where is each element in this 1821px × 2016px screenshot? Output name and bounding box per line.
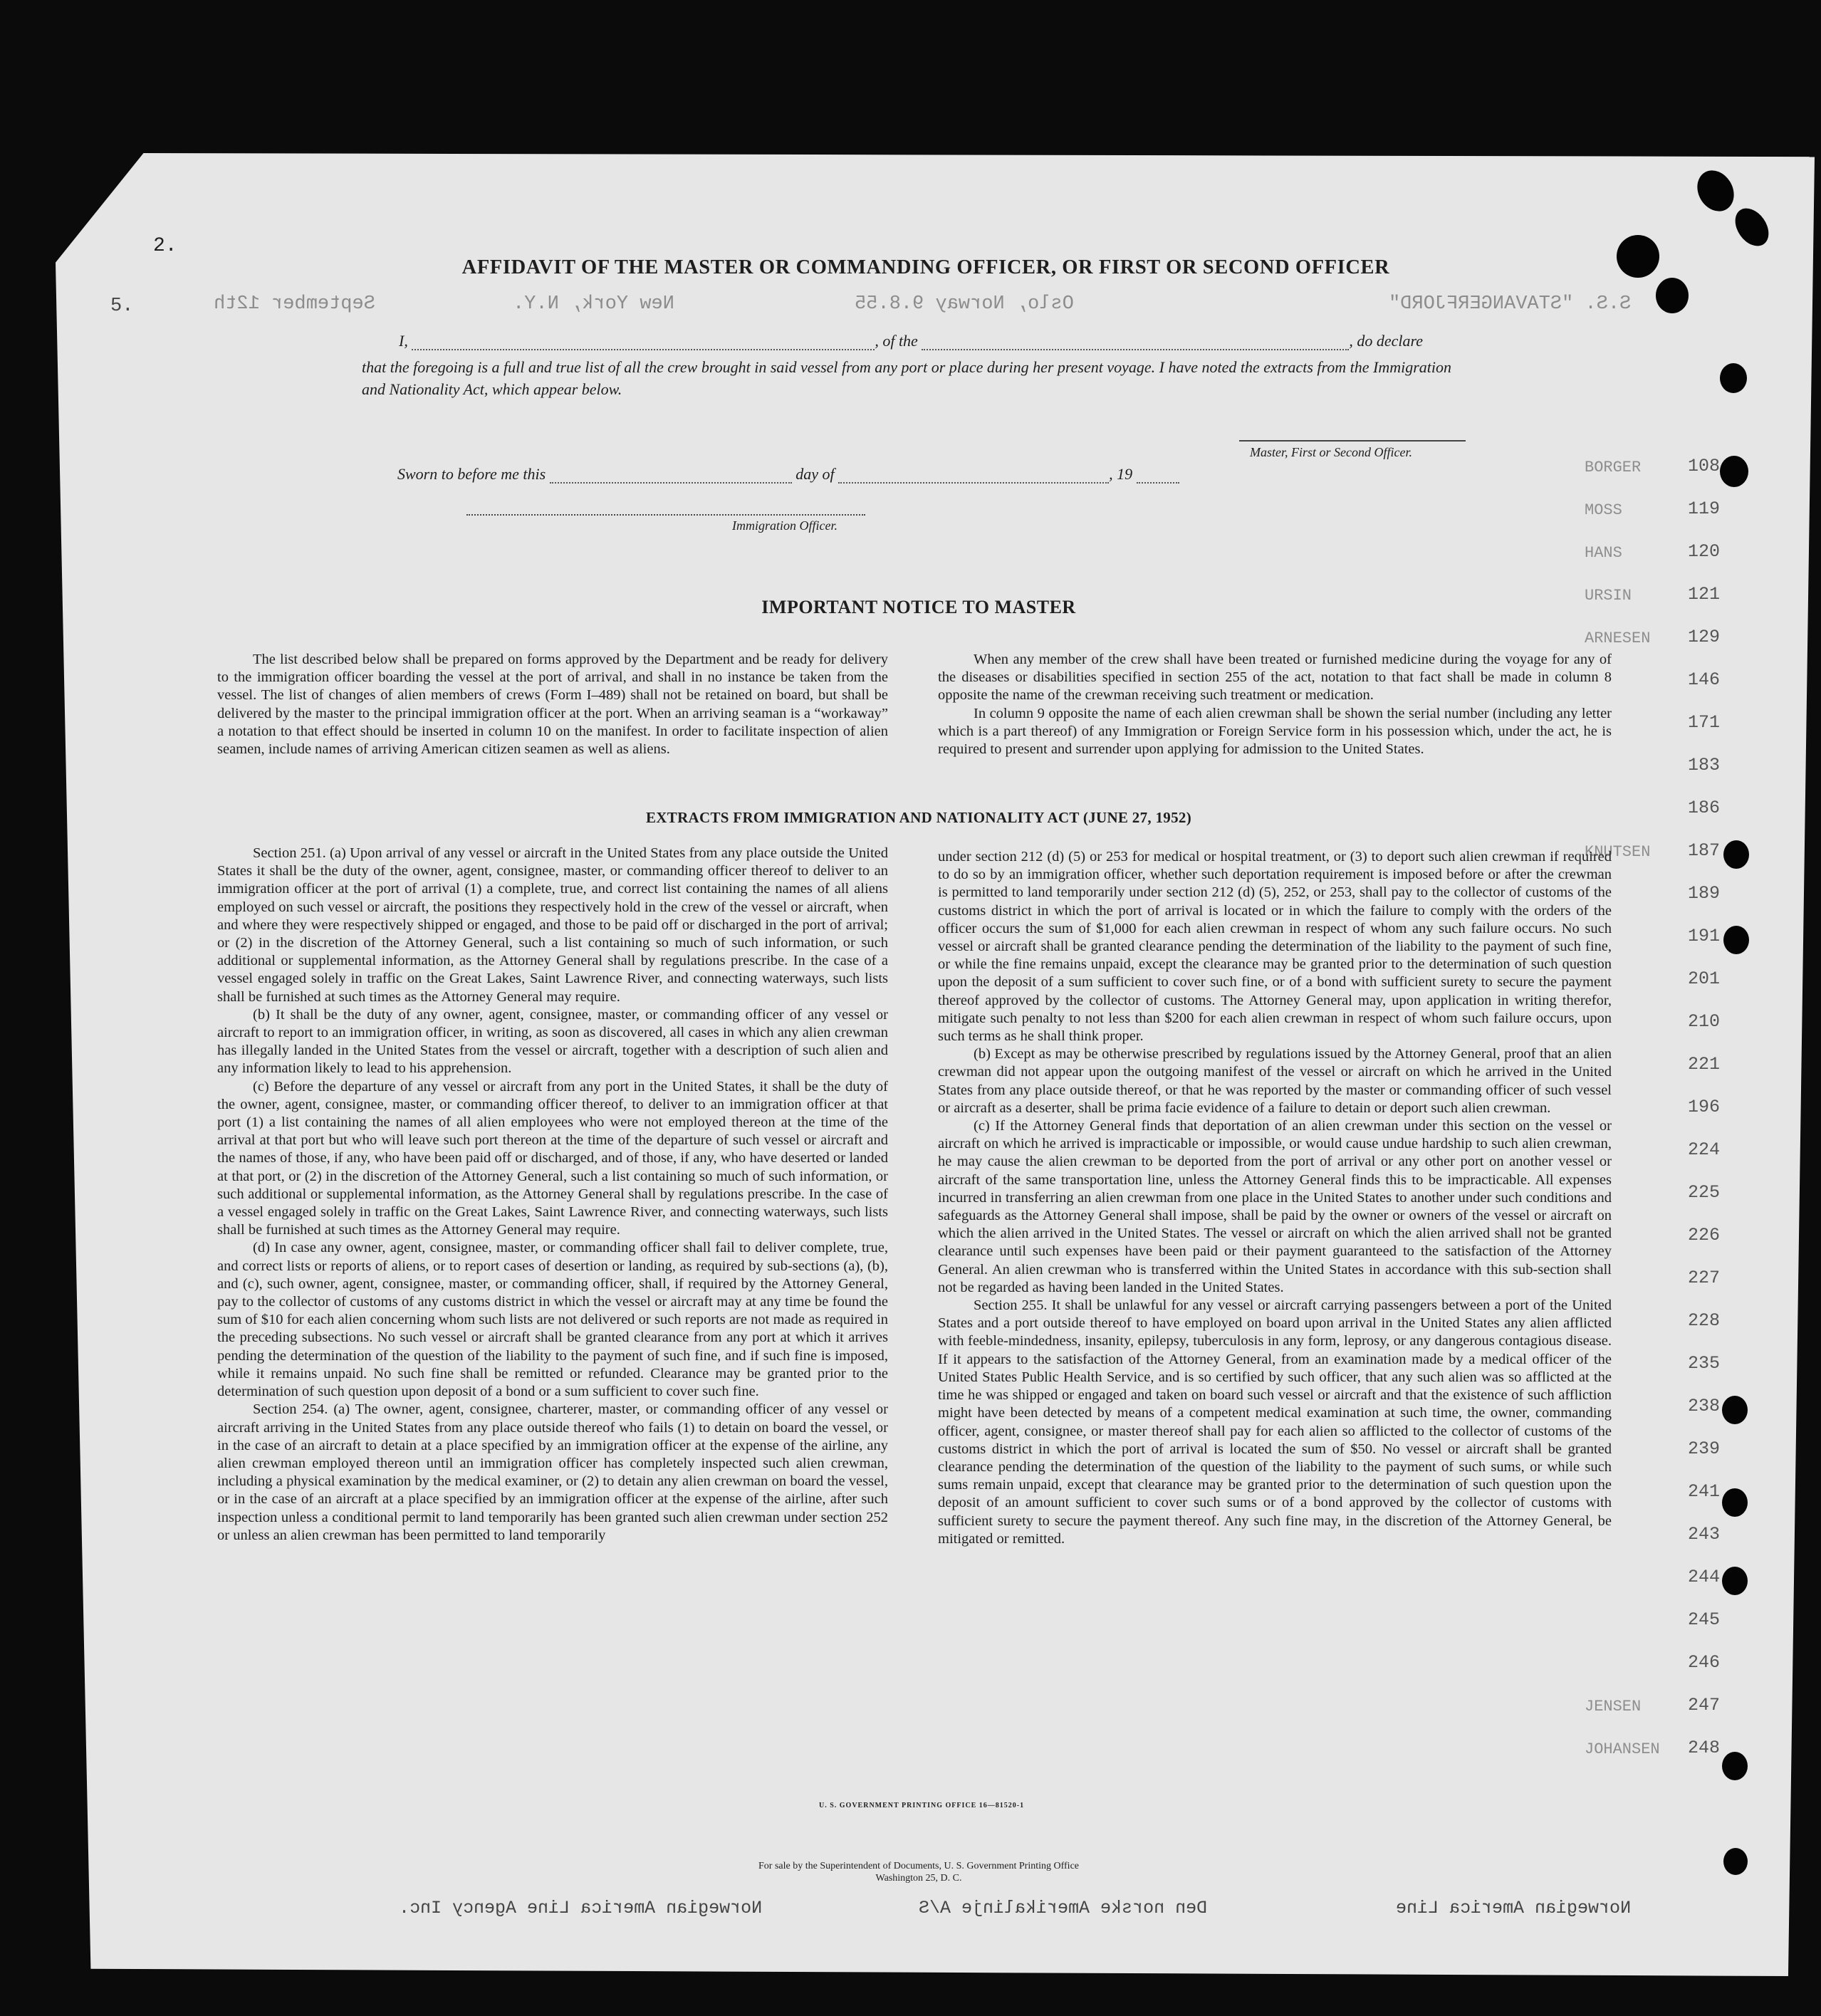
bleed-row-number: 226 bbox=[1688, 1225, 1721, 1245]
bleed-row-number: 108 bbox=[1688, 456, 1721, 476]
bleed-row-number: 186 bbox=[1688, 798, 1721, 818]
bleed-row-number: 241 bbox=[1688, 1481, 1721, 1502]
binding-hole bbox=[1723, 926, 1749, 954]
binding-hole bbox=[1720, 363, 1747, 393]
sworn-label: Sworn to before me this bbox=[397, 465, 546, 483]
binding-hole bbox=[1656, 278, 1689, 313]
notice-title: IMPORTANT NOTICE TO MASTER bbox=[761, 597, 1076, 617]
bleed-row-number: 227 bbox=[1688, 1268, 1721, 1288]
bleed-row-name: MOSS bbox=[1585, 501, 1622, 519]
sworn-month-blank[interactable] bbox=[838, 469, 1109, 484]
notice-right-paragraph: When any member of the crew shall have been treated or furnished medicine during the voyage for any of the diseases or disabilities specified in section 255 of the act, notation to that fact shall be made in column 8 opposite the name of the crewman receiving such treatment or medication. bbox=[938, 652, 1612, 704]
bleed-row-number: 196 bbox=[1688, 1097, 1721, 1117]
extract-paragraph: (d) In case any owner, agent, consignee, master, or commanding officer shall fail to deliver complete, true, and correct lists or reports of aliens, or to report cases of desertion or landing, as required by sub-sections (a), (b), and (c), such owner, agent, consignee, master, or commanding officer, shall, if required by the Attorney General, pay to the collector of customs of any customs district in which the vessel or aircraft may at any time be found the sum of $10 for each alien concerning whom such lists are not delivered or such reports are not made as required in the preceding subsections. No such vessel or aircraft shall be granted clearance from any port at which it arrives pending the determination of the question of the liability to the payment of such fine, and if such fine is imposed, while it remains unpaid. No such fine shall be remitted or refunded. Clearance may be granted prior to the determination of such question upon deposit of a bond or a sum sufficient to cover such fine. bbox=[217, 1240, 888, 1400]
bleed-row-number: 221 bbox=[1688, 1054, 1721, 1075]
bleed-date: September 12th bbox=[214, 293, 375, 315]
bleed-row-number: 235 bbox=[1688, 1353, 1721, 1374]
year-label: , 19 bbox=[1109, 465, 1133, 483]
binding-hole bbox=[1722, 1488, 1748, 1517]
extract-paragraph: (b) It shall be the duty of any owner, agent, consignee, master, or commanding officer of any vessel or aircraft to report to an immigration officer, in writing, as soon as discovered, all cases in which any alien crewman has illegally landed in the United States from the vessel or aircraft, together with a description of such alien and any information likely to lead to his apprehension. bbox=[217, 1006, 888, 1077]
bleed-row-name: JOHANSEN bbox=[1585, 1740, 1660, 1758]
extract-paragraph: (b) Except as may be otherwise prescribed by regulations issued by the Attorney General, proof that an alien crewman did not appear upon the outgoing manifest of the vessel or aircraft on which he arrived in the United States from any place outside thereof, or that he was reported by the master or commanding officer of such vessel or aircraft as a deserter, shall be prima facie evidence of a failure to detain or deport such alien crewman. bbox=[938, 1046, 1612, 1116]
gpo-imprint: U. S. GOVERNMENT PRINTING OFFICE 16—81520-1 bbox=[819, 1802, 1025, 1809]
footer-line-2: Washington 25, D. C. bbox=[875, 1873, 962, 1884]
extract-paragraph: (c) Before the departure of any vessel or aircraft from any port in the United States, it shall be the duty of the owner, agent, consignee, master, or commanding officer thereof, to deliver to an immigration officer at that port (1) a list containing the names of all alien employees who were not employed thereon at the time of the arrival at that port but who will leave such port thereon at the time of the departure of such vessel or aircraft and the names of those, if any, who have been paid off or discharged, and of those, if any, who have deserted or landed at that port, or (2) in the discretion of the Attorney General, such a list containing so much of such information, or such additional or supplemental information, as the Attorney General shall by regulations prescribe. In the case of a vessel engaged solely in traffic on the Great Lakes, Saint Lawrence River, and connecting waterways, such lists shall be furnished at such times as the Attorney General may require. bbox=[217, 1078, 888, 1238]
sworn-day-blank[interactable] bbox=[550, 469, 792, 484]
bleed-row-number: 210 bbox=[1688, 1011, 1721, 1032]
bleed-row-number: 171 bbox=[1688, 712, 1721, 733]
page-number: 2. bbox=[153, 235, 177, 257]
extract-paragraph: under section 212 (d) (5) or 253 for medical or hospital treatment, or (3) to deport such alien crewman if required to do so by an immigration officer, whether such deportation requirement is imposed before or after the crewman is permitted to land temporarily under section 212 (d) (5), 252, or 253, shall pay to the collector of customs of the customs district in which the port of arrival is located or in which the failure to comply with the orders of the officer occurs the sum of $1,000 for each alien crewman in respect of whom any such failure occurs. No such vessel or aircraft shall be granted clearance pending the determination of the liability to the payment of such fine, or while the fine remains unpaid, except the clearance may be granted prior to the determination of such question upon the deposit of a sum sufficient to cover such fine, or of a bond with sufficient surety to secure the payment thereof approved by the collector of customs. The Attorney General may, upon application in writing therefor, mitigate such penalty to not less than $200 for each alien crewman in respect of whom such failure occurs, upon such terms as he shall think proper. bbox=[938, 849, 1612, 1045]
bleed-agent-center: Den norske Amerikalinje A/S bbox=[919, 1898, 1208, 1918]
bleed-row-number: 146 bbox=[1688, 669, 1721, 690]
bleed-row-name: KNUTSEN bbox=[1585, 843, 1651, 861]
bleed-row-number: 201 bbox=[1688, 968, 1721, 989]
bleed-row-number: 246 bbox=[1688, 1652, 1721, 1673]
bleed-row-number: 183 bbox=[1688, 755, 1721, 775]
extracts-right-column bbox=[938, 848, 1612, 1548]
extract-paragraph: Section 255. It shall be unlawful for any vessel or aircraft carrying passengers between a port of the United States and a port outside thereof to have employed on board upon arrival in the United States any alien afflicted with feeble-mindedness, insanity, epilepsy, tuberculosis in any form, leprosy, or any dangerous contagious disease. If it appears to the satisfaction of the Attorney General, from an examination made by a medical officer of the United States Public Health Service, and is so certified by such officer, that any such alien was so afflicted at the time he was shipped or engaged and taken on board such vessel or aircraft and that the existence of such affliction might have been detected by means of a competent medical examination at such time, the owner, commanding officer, agent, consignee, or master thereof shall pay for each alien so afflicted to the collector of customs of the customs district in which the port of arrival is located the sum of $50. No vessel or aircraft shall be granted clearance pending the determination of the question of the liability to the payment of such sums, or while such sums remain unpaid, except that clearance may be granted prior to the determination of such question upon the deposit of an amount sufficient to cover such sums or of a bond approved by the collector of customs with sufficient surety to secure the payment thereof. Any such fine may, in the discretion of the Attorney General, be mitigated or remitted. bbox=[938, 1297, 1612, 1547]
bleed-row-number: 119 bbox=[1688, 498, 1721, 519]
bleed-row-number: 187 bbox=[1688, 840, 1721, 861]
vessel-blank[interactable] bbox=[922, 336, 1349, 350]
extracts-left-column bbox=[217, 845, 888, 1545]
sworn-year-blank[interactable] bbox=[1137, 469, 1179, 484]
bleed-row-number: 239 bbox=[1688, 1438, 1721, 1459]
master-label: Master, First or Second Officer. bbox=[1250, 445, 1412, 459]
day-of-label: day of bbox=[795, 465, 835, 483]
master-signature-line[interactable] bbox=[1239, 440, 1466, 442]
bleed-agent-right: Norwegian America Line bbox=[1396, 1898, 1632, 1918]
notice-right-paragraph: In column 9 opposite the name of each alien crewman shall be shown the serial number (including any letter which is a part thereof) of any Immigration or Foreign Service form in his possession which, under the act, he is required to present and surrender upon applying for admission to the United States. bbox=[938, 705, 1612, 758]
extract-paragraph: (c) If the Attorney General finds that deportation of an alien crewman under this section on the vessel or aircraft on which he arrived is impracticable or impossible, or would cause undue hardship to such alien crewman, he may cause the alien crewman to be deported from the port of arrival or any other port on another vessel or aircraft of the same transportation line, unless the Attorney General finds this to be impracticable. All expenses incurred in transferring an alien crewman from one place in the United States to another under such conditions and safeguards as the Attorney General shall impose, shall be paid by the owner or owners of the vessel or aircraft on which the alien arrived in the United States. The vessel or aircraft on which the alien arrived shall not be granted clearance until such expenses have been paid or their payment guaranteed to the satisfaction of the Attorney General. An alien crewman who is transferred within the United States in accordance with this sub-section shall not be regarded as having been landed in the United States. bbox=[938, 1118, 1612, 1295]
i-label: I, bbox=[399, 332, 408, 350]
bleed-row-number: 225 bbox=[1688, 1182, 1721, 1203]
bleed-agent-left: Norwegian America Line Agency Inc. bbox=[399, 1898, 763, 1918]
bleed-row-name: JENSEN bbox=[1585, 1698, 1642, 1715]
bleed-origin: Oslo, Norway 9.8.55 bbox=[855, 293, 1074, 315]
bleed-row-number: 228 bbox=[1688, 1310, 1721, 1331]
affidavit-declaration-line bbox=[399, 332, 1423, 350]
bleed-row-name: HANS bbox=[1585, 544, 1622, 562]
binding-hole bbox=[1722, 1752, 1748, 1780]
bleed-row-number: 120 bbox=[1688, 541, 1721, 562]
binding-hole bbox=[1723, 840, 1749, 869]
affidavit-body: that the foregoing is a full and true list of all the crew brought in said vessel from any port or place during her present voyage. I have noted the extracts from the Immigration and Nationality Act, which appear below. bbox=[362, 358, 1452, 398]
extracts-title: EXTRACTS FROM IMMIGRATION AND NATIONALITY ACT (JUNE 27, 1952) bbox=[646, 809, 1191, 826]
bleed-row-name: BORGER bbox=[1585, 459, 1642, 476]
binding-hole bbox=[1720, 456, 1748, 487]
extract-paragraph: Section 254. (a) The owner, agent, consignee, charterer, master, or commanding officer of any vessel or aircraft arriving in the United States from any place outside thereof who fails (1) to detain on board the vessel, or in the case of an aircraft to detain at a place specified by an immigration officer at the expense of the airline, any alien crewman employed thereon until an immigration officer has completely inspected such alien crewman, including a physical examination by the medical examiner, or (2) to detain any alien crewman on board the vessel, or in the case of an aircraft at a place specified by an immigration officer at the expense of the airline, after such inspection unless a conditional permit to land temporarily has been granted such alien crewman under section 252 or unless an alien crewman has been permitted to land temporarily bbox=[217, 1401, 888, 1543]
binding-hole bbox=[1722, 1567, 1748, 1595]
bleed-row-number: 189 bbox=[1688, 883, 1721, 904]
binding-hole bbox=[1723, 1848, 1748, 1875]
binding-hole bbox=[1617, 235, 1659, 278]
bleed-row-number: 121 bbox=[1688, 584, 1721, 605]
bleed-row-number: 247 bbox=[1688, 1695, 1721, 1715]
bleed-row-number: 129 bbox=[1688, 627, 1721, 647]
do-declare-label: , do declare bbox=[1349, 332, 1423, 350]
name-blank[interactable] bbox=[412, 336, 875, 350]
notice-right-column bbox=[938, 651, 1612, 758]
footer-line-1: For sale by the Superintendent of Documents, U. S. Government Printing Office bbox=[758, 1861, 1079, 1871]
bleed-row-number: 244 bbox=[1688, 1567, 1721, 1587]
of-the-label: , of the bbox=[875, 332, 918, 350]
immigration-officer-label: Immigration Officer. bbox=[732, 518, 838, 533]
bleed-row-number: 243 bbox=[1688, 1524, 1721, 1545]
bleed-ship: S.S. "STAVANGERFJORD" bbox=[1389, 293, 1632, 315]
bleed-row-name: URSIN bbox=[1585, 587, 1632, 605]
bleed-row-number: 191 bbox=[1688, 926, 1721, 946]
notice-left-column bbox=[217, 651, 888, 758]
bleed-row-number: 5. bbox=[110, 296, 134, 317]
affidavit-title: AFFIDAVIT OF THE MASTER OR COMMANDING OFFICER, OR FIRST OR SECOND OFFICER bbox=[461, 256, 1390, 278]
footer-imprint bbox=[641, 1860, 1196, 1884]
binding-hole bbox=[1722, 1396, 1748, 1424]
bleed-row-number: 248 bbox=[1688, 1738, 1721, 1758]
bleed-row-name: ARNESEN bbox=[1585, 630, 1651, 647]
bleed-place: New York, N.Y. bbox=[513, 293, 674, 315]
bleed-row-number: 224 bbox=[1688, 1139, 1721, 1160]
bleed-row-number: 245 bbox=[1688, 1609, 1721, 1630]
immigration-officer-line[interactable] bbox=[466, 514, 865, 516]
bleed-row-number: 238 bbox=[1688, 1396, 1721, 1416]
sworn-line bbox=[397, 465, 1179, 484]
notice-left-paragraph: The list described below shall be prepared on forms approved by the Department and be ready for delivery to the immigration officer boarding the vessel at the port of arrival, and shall in no instance be taken from the vessel. The list of changes of alien members of crews (Form I–489) shall not be retained on board, but shall be delivered by the master to the principal immigration officer at the port. When an arriving seaman is a “workaway” a notation to that effect should be inserted in column 10 on the manifest. In order to facilitate inspection of alien seamen, include names of arriving American citizen seamen as well as aliens. bbox=[217, 652, 888, 758]
extract-paragraph: Section 251. (a) Upon arrival of any vessel or aircraft in the United States from any place outside the United States it shall be the duty of the owner, agent, consignee, master, or commanding officer thereof to deliver to an immigration officer at the port of arrival (1) a complete, true, and correct list containing the names of all aliens employed on such vessel or aircraft, the positions they respectively hold in the crew of the vessel or aircraft, when and where they were respectively shipped or engaged, and those to be paid off or discharged in the port of arrival; or (2) in the discretion of the Attorney General, such a list containing so much of such information, or such additional or supplemental information, as the Attorney General shall by regulations prescribe. In the case of a vessel engaged solely in traffic on the Great Lakes, Saint Lawrence River, and connecting waterways, such lists shall be furnished at such times as the Attorney General may require. bbox=[217, 845, 888, 1005]
